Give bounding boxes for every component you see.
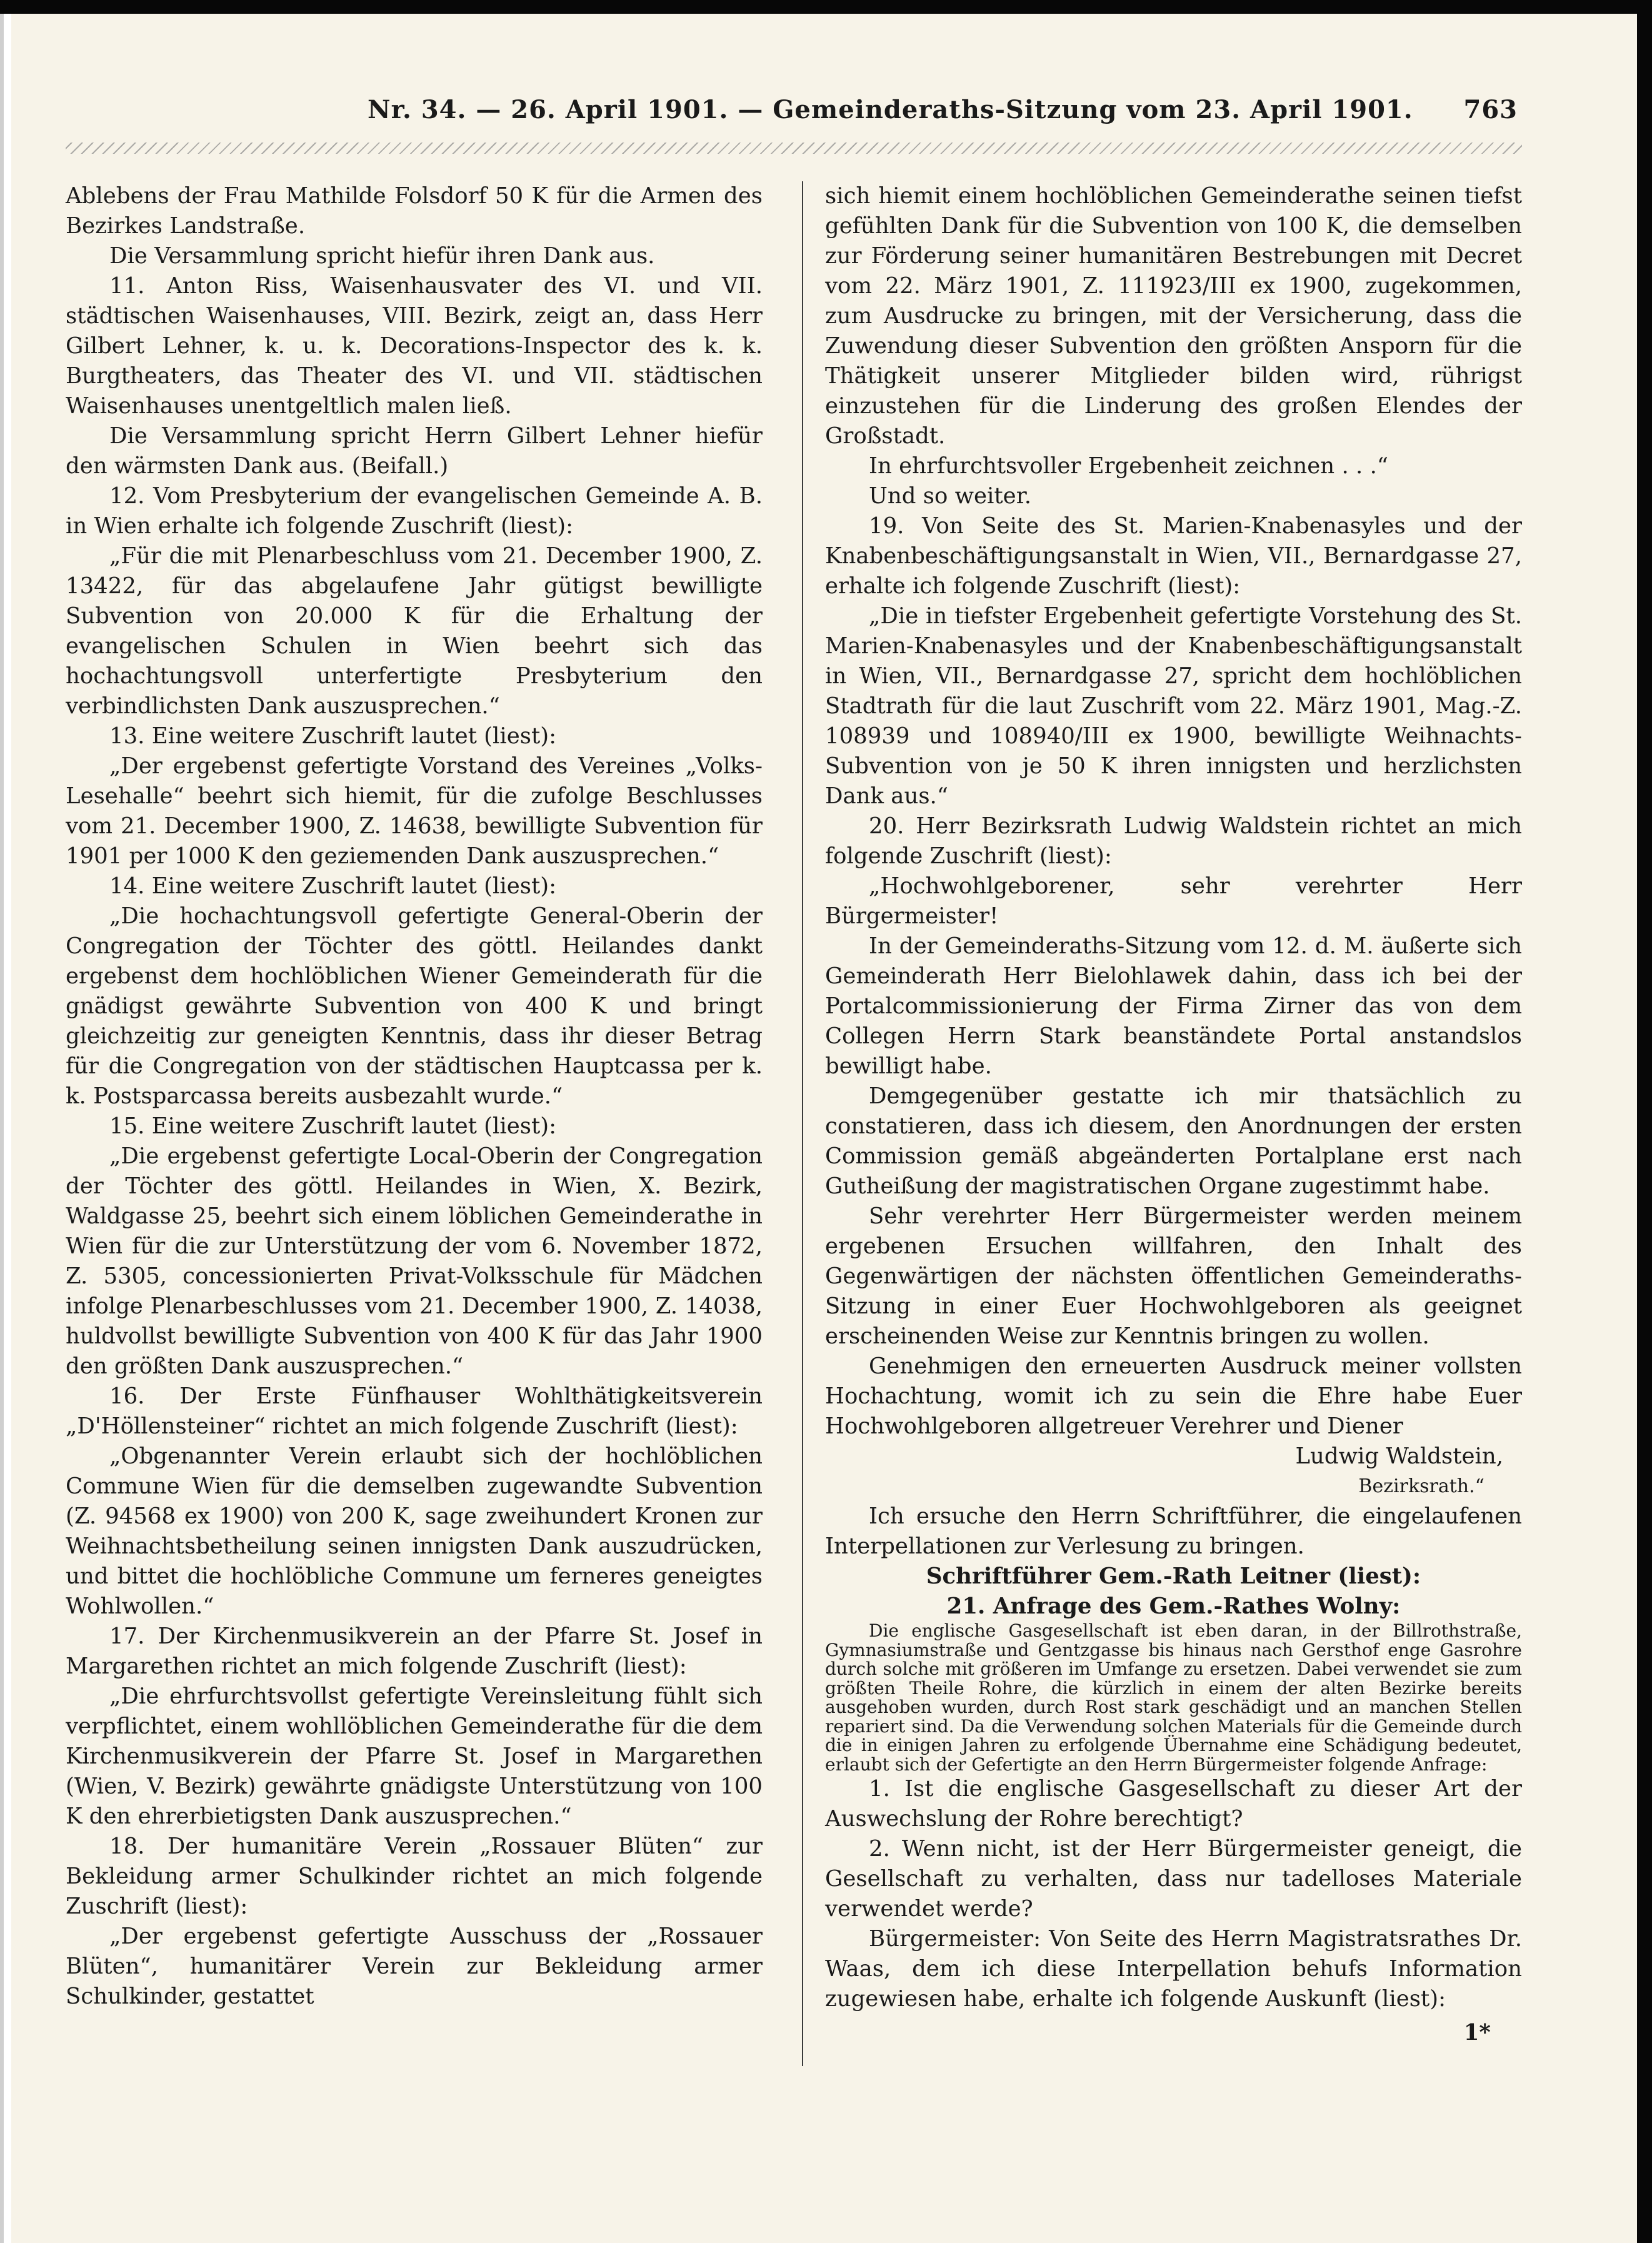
- page-number: 763: [1463, 95, 1518, 124]
- paragraph: Die Versammlung spricht hiefür ihren Dank aus.: [109, 243, 655, 269]
- paragraph: In der Gemeinderaths-Sitzung vom 12. d. M. äußerte sich Gemeinderath Herr Bielohlawek dahin, dass ich bei der Portalcommissionierung der Firma Zirner das von dem Collegen Herrn Stark beanständete Portal anstandslos bewilligt habe.: [825, 933, 1522, 1079]
- question-2: 2. Wenn nicht, ist der Herr Bürgermeister geneigt, die Gesellschaft zu verhalten, dass nur tadelloses Materiale verwendet werde?: [825, 1836, 1522, 1922]
- signature-title: Bezirksrath.“: [1358, 1475, 1484, 1497]
- paragraph: Ablebens der Frau Mathilde Folsdorf 50 K für die Armen des Bezirkes Landstraße.: [66, 183, 763, 239]
- quote: „Die hochachtungsvoll gefertigte General-Oberin der Congregation der Töchter des göttl. Heilandes dankt ergebenst dem hochlöblichen Wiener Gemeinderath für die gnädigst gewährte Subvention von 400 K und bringt gleichzeitig zur geneigten Kenntnis, dass ihr dieser Betrag für die Congregation von der städtischen Hauptcassa per k. k. Postsparcassa bereits ausbezahlt wurde.“: [66, 903, 763, 1109]
- question-1: 1. Ist die englische Gasgesellschaft zu dieser Art der Auswechslung der Rohre berechtigt?: [825, 1776, 1522, 1832]
- quote: „Für die mit Plenarbeschluss vom 21. December 1900, Z. 13422, für das abgelaufene Jahr gütigst bewilligte Subvention von 20.000 K für die Erhaltung der evangelischen Schulen in Wien beehrt sich das hochachtungsvoll unterfertigte Presbyterium den verbindlichsten Dank auszusprechen.“: [66, 543, 763, 719]
- quote: „Der ergebenst gefertigte Ausschuss der „Rossauer Blüten“, humanitärer Verein zur Bekleidung armer Schulkinder, gestattet: [66, 1924, 763, 2009]
- right-column: [825, 181, 1522, 2048]
- page-header: [68, 95, 1518, 133]
- item-15: 15. Eine weitere Zuschrift lautet (liest):: [109, 1113, 557, 1139]
- quote: „Die in tiefster Ergebenheit gefertigte Vorstehung des St. Marien-Knabenasyles und der Knabenbeschäftigungsanstalt in Wien, VII., Bernardgasse 27, spricht dem hochlöblichen Stadtrath für die laut Zuschrift vom 22. März 1901, Mag.-Z. 108939 und 108940/III ex 1900, bewilligte Weihnachts-Subvention von je 50 K ihren innigsten und herzlichsten Dank aus.“: [825, 603, 1522, 809]
- item-12: 12. Vom Presbyterium der evangelischen Gemeinde A. B. in Wien erhalte ich folgende Zuschrift (liest):: [66, 483, 763, 539]
- quote: „Obgenannter Verein erlaubt sich der hochlöblichen Commune Wien für die demselben zugewandte Subvention (Z. 94568 ex 1900) von 200 K, sage zweihundert Kronen zur Weihnachtsbetheilung seinen innigsten Dank auszudrücken, und bittet die hochlöbliche Commune um ferneres geneigtes Wohlwollen.“: [66, 1443, 763, 1619]
- left-column: [66, 181, 763, 2012]
- paragraph: Bürgermeister: Von Seite des Herrn Magistratsrathes Dr. Waas, dem ich diese Interpellation behufs Information zugewiesen habe, erhalte ich folgende Auskunft (liest):: [825, 1926, 1522, 2012]
- item-17: 17. Der Kirchenmusikverein an der Pfarre St. Josef in Margarethen richtet an mich folgende Zuschrift (liest):: [66, 1623, 763, 1679]
- paragraph: In ehrfurchtsvoller Ergebenheit zeichnen . . .“: [869, 453, 1389, 479]
- quote: „Der ergebenst gefertigte Vorstand des Vereines „Volks-Lesehalle“ beehrt sich hiemit, für die zufolge Beschlusses vom 21. December 1900, Z. 14638, bewilligte Subvention für 1901 per 1000 K den geziemenden Dank auszusprechen.“: [66, 753, 763, 869]
- scan-border-left: [0, 0, 4, 2243]
- paragraph: Und so weiter.: [869, 483, 1032, 509]
- quote: „Die ehrfurchtsvollst gefertigte Vereinsleitung fühlt sich verpflichtet, einem wohllöblichen Gemeinderathe für die dem Kirchenmusikverein der Pfarre St. Josef in Margarethen (Wien, V. Bezirk) gewährte gnädigste Unterstützung von 100 K den ehrerbietigsten Dank auszusprechen.“: [66, 1684, 763, 1829]
- item-14: 14. Eine weitere Zuschrift lautet (liest):: [109, 873, 557, 899]
- paragraph: Sehr verehrter Herr Bürgermeister werden meinem ergebenen Ersuchen willfahren, den Inhalt des Gegenwärtigen der nächsten öffentlichen Gemeinderaths-Sitzung in einer Euer Hochwohlgeboren als geeignet erscheinenden Weise zur Kenntnis bringen zu wollen.: [825, 1203, 1522, 1349]
- scan-border-top: [0, 0, 1652, 14]
- item-21-heading: 21. Anfrage des Gem.-Rathes Wolny:: [946, 1593, 1401, 1619]
- header-rule: [66, 143, 1522, 154]
- item-13: 13. Eine weitere Zuschrift lautet (liest):: [109, 723, 557, 749]
- signature-name: Ludwig Waldstein,: [1295, 1443, 1503, 1469]
- paragraph: Ich ersuche den Herrn Schriftführer, die eingelaufenen Interpellationen zur Verlesung zu bringen.: [825, 1503, 1522, 1559]
- item-20: 20. Herr Bezirksrath Ludwig Waldstein richtet an mich folgende Zuschrift (liest):: [825, 813, 1522, 869]
- item-16: 16. Der Erste Fünfhauser Wohlthätigkeitsverein „D'Höllensteiner“ richtet an mich folgende Zuschrift (liest):: [66, 1383, 763, 1439]
- column-divider: [802, 181, 803, 2066]
- quote: „Die ergebenst gefertigte Local-Oberin der Congregation der Töchter des göttl. Heilandes in Wien, X. Bezirk, Waldgasse 25, beehrt sich einem löblichen Gemeinderathe in Wien für die zur Unterstützung der vom 6. November 1872, Z. 5305, concessionierten Privat-Volksschule für Mädchen infolge Plenarbeschlusses vom 21. December 1900, Z. 14038, huldvollst bewilligte Subvention von 400 K für das Jahr 1900 den größten Dank auszusprechen.“: [66, 1143, 763, 1379]
- section-heading: Schriftführer Gem.-Rath Leitner (liest):: [926, 1563, 1421, 1589]
- paragraph: Die Versammlung spricht Herrn Gilbert Lehner hiefür den wärmsten Dank aus. (Beifall.): [66, 423, 763, 479]
- item-11: 11. Anton Riss, Waisenhausvater des VI. und VII. städtischen Waisenhauses, VIII. Bezirk, zeigt an, dass Herr Gilbert Lehner, k. u. k. Decorations-Inspector des k. k. Burgtheaters, das Theater des VI. und VII. städtischen Waisenhauses unentgeltlich malen ließ.: [66, 273, 763, 419]
- paragraph: Demgegenüber gestatte ich mir thatsächlich zu constatieren, dass ich diesem, den Anordnungen der ersten Commission gemäß abgeänderten Portalplane erst nach Gutheißung der magistratischen Organe zugestimmt habe.: [825, 1083, 1522, 1199]
- interpellation-text: Die englische Gasgesellschaft ist eben daran, in der Billrothstraße, Gymnasiumstraße und Gentzgasse bis hinaus nach Gersthof enge Gasrohre durch solche mit größeren im Umfange zu ersetzen. Dabei verwendet sie zum größten Theile Rohre, die kürzlich in einem der alten Bezirke bereits ausgehoben wurden, durch Rost stark geschädigt und an manchen Stellen repariert sind. Da die Verwendung solchen Materials für die Gemeinde durch die in einigen Jahren zu erfolgende Übernahme eine Schädigung bedeutet, erlaubt sich der Gefertigte an den Herrn Bürgermeister folgende Anfrage:: [825, 1620, 1522, 1775]
- item-18: 18. Der humanitäre Verein „Rossauer Blüten“ zur Bekleidung armer Schulkinder richtet an mich folgende Zuschrift (liest):: [66, 1834, 763, 1919]
- signature-mark: 1*: [1463, 2020, 1491, 2045]
- paragraph: sich hiemit einem hochlöblichen Gemeinderathe seinen tiefst gefühlten Dank für die Subvention von 100 K, die demselben zur Förderung seiner humanitären Bestrebungen mit Decret vom 22. März 1901, Z. 111923/III ex 1900, zugekommen, zum Ausdrucke zu bringen, mit der Versicherung, dass die Zuwendung dieser Subvention den größten Ansporn für die Thätigkeit unserer Mitglieder bilden wird, rührigst einzustehen für die Linderung des großen Elendes der Großstadt.: [825, 183, 1522, 449]
- running-head: Nr. 34. — 26. April 1901. — Gemeinderaths-Sitzung vom 23. April 1901.: [368, 95, 1413, 124]
- salutation: „Hochwohlgeborener, sehr verehrter Herr Bürgermeister!: [825, 873, 1522, 929]
- paragraph: Genehmigen den erneuerten Ausdruck meiner vollsten Hochachtung, womit ich zu sein die Ehre habe Euer Hochwohlgeboren allgetreuer Verehrer und Diener: [825, 1353, 1522, 1439]
- scan-border-right: [1637, 0, 1652, 2243]
- item-19: 19. Von Seite des St. Marien-Knabenasyles und der Knabenbeschäftigungsanstalt in Wien, VII., Bernardgasse 27, erhalte ich folgende Zuschrift (liest):: [825, 513, 1522, 599]
